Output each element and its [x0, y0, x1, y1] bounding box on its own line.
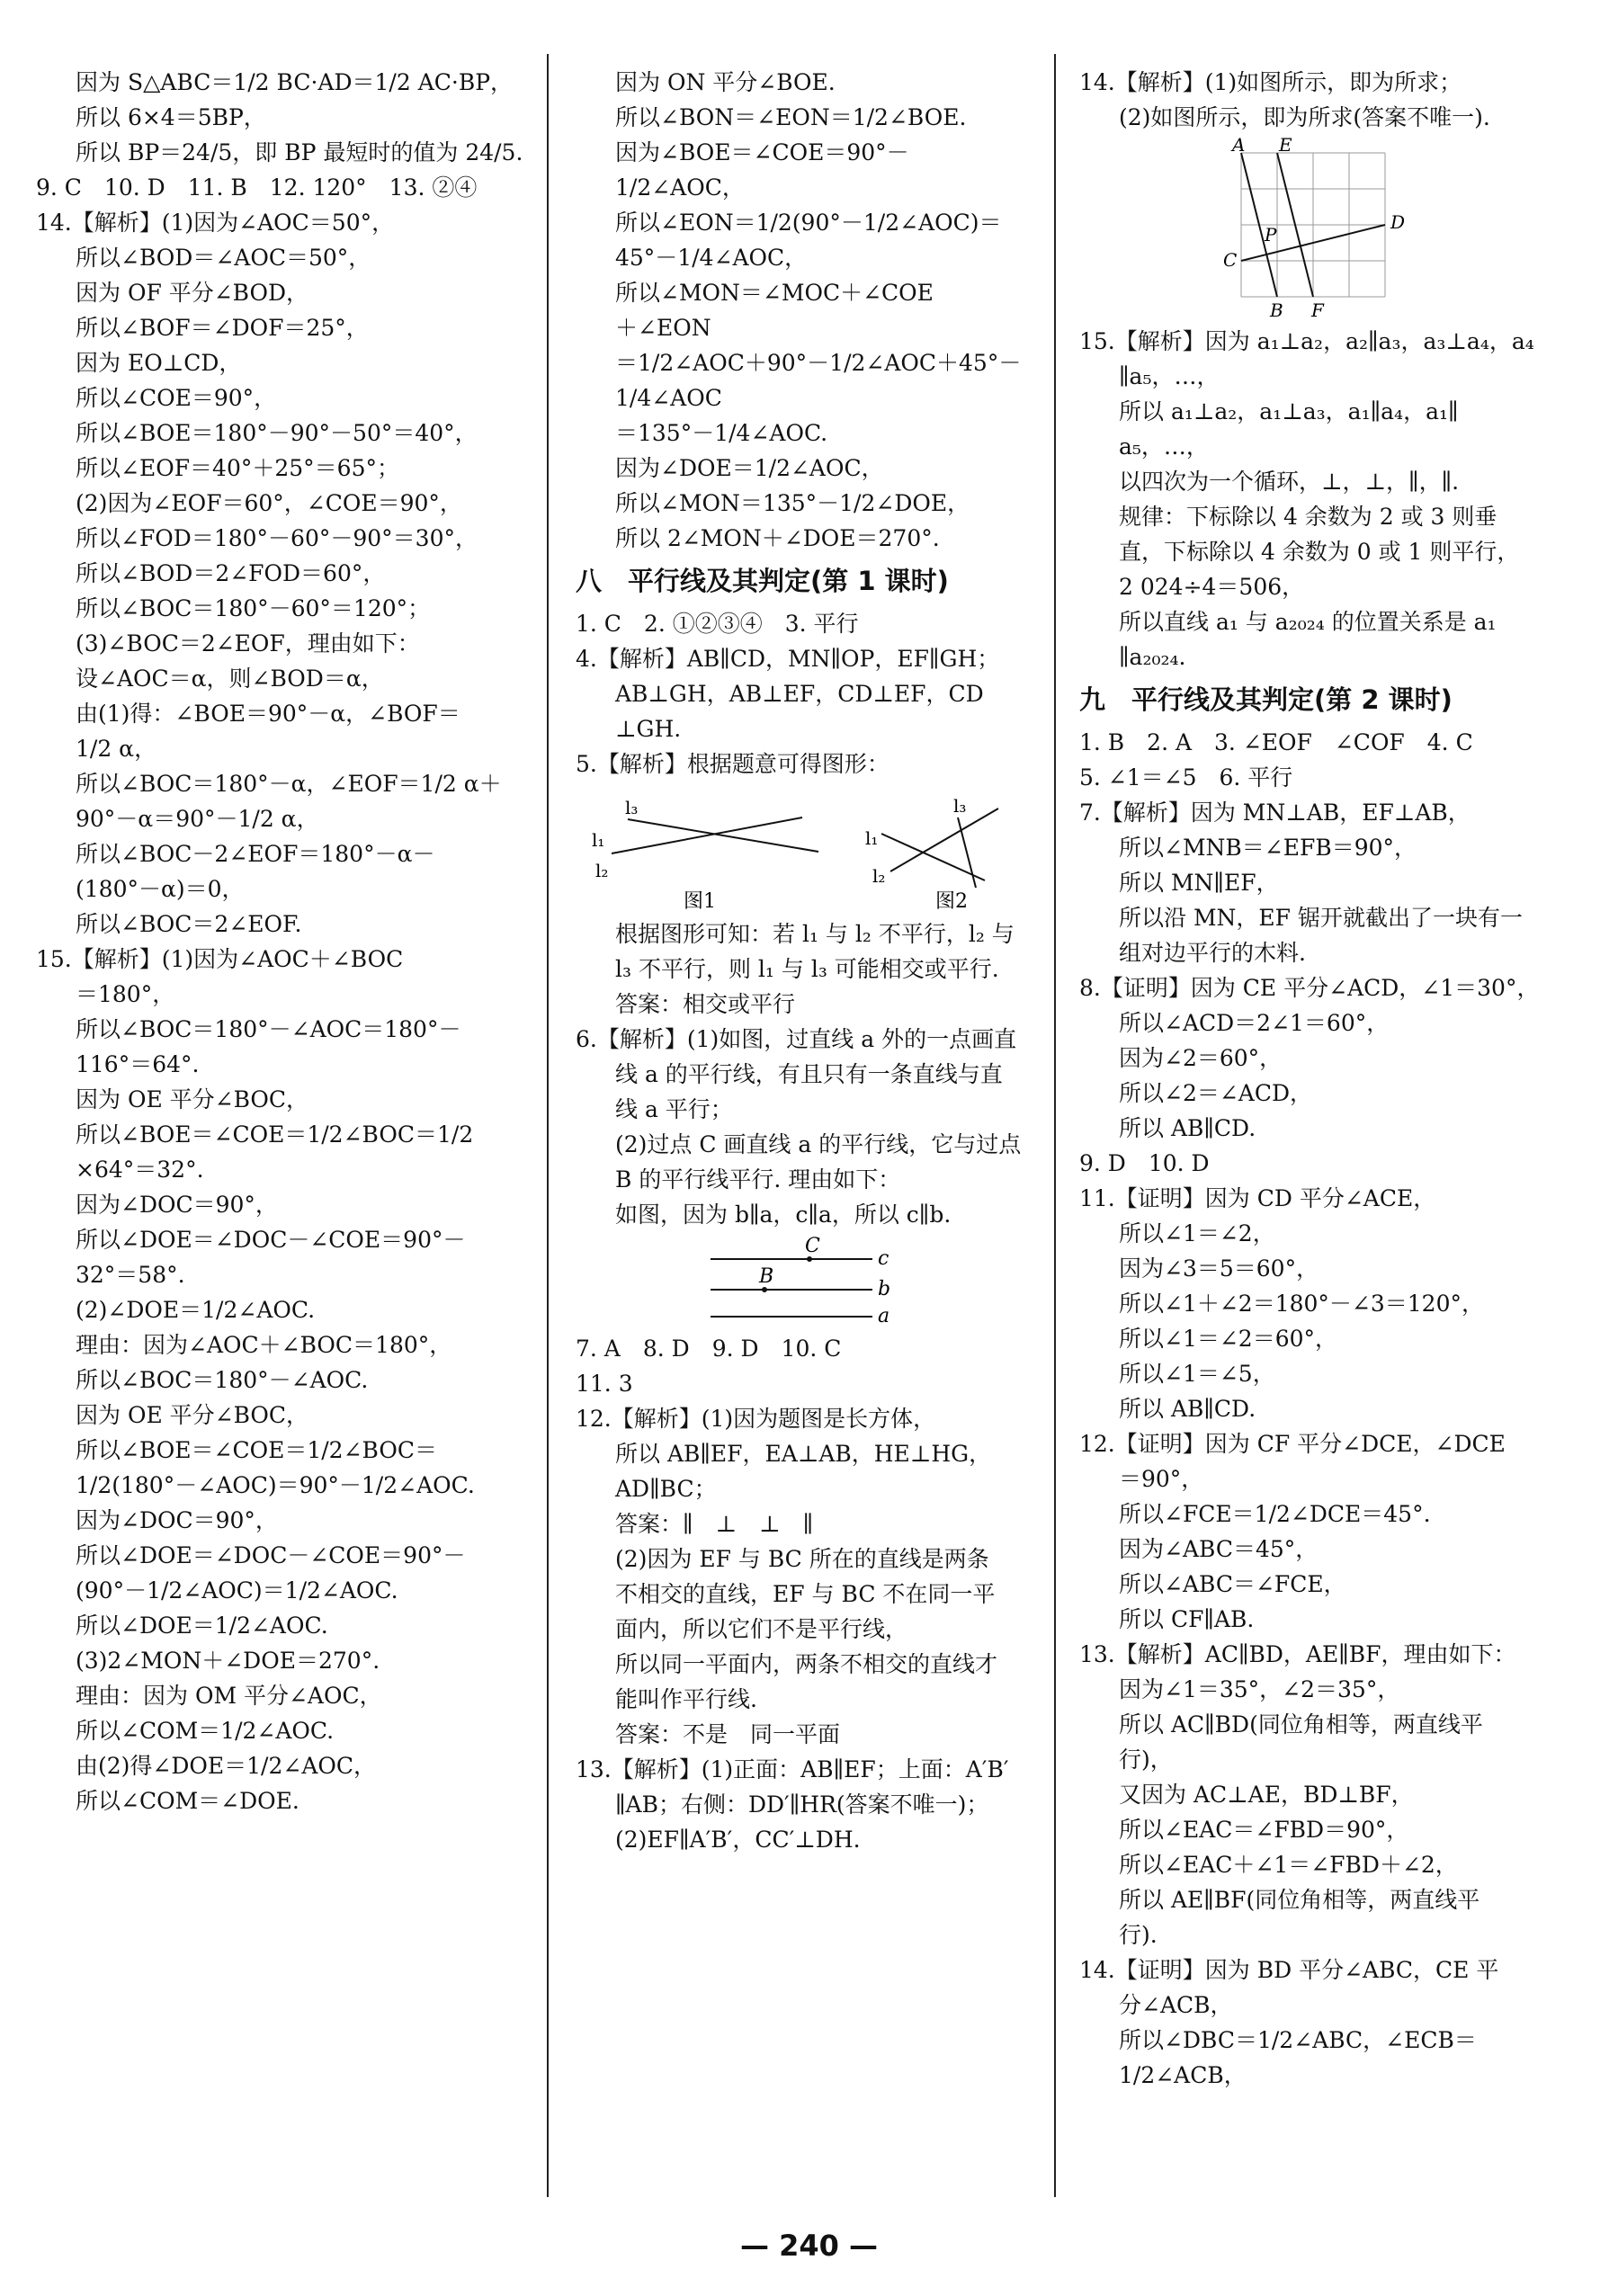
text-line: 所以∠BON＝∠EON＝1/2∠BOE. — [615, 104, 967, 130]
text-line: 答案：不是 同一平面 — [615, 1721, 841, 1747]
text-line: 所以 6×4＝5BP， — [76, 104, 266, 130]
text-line: 15.【解析】(1)因为∠AOC＋∠BOC — [36, 946, 404, 972]
text-line: 所以同一平面内，两条不相交的直线才 — [615, 1651, 998, 1677]
column-divider-1 — [547, 54, 549, 2197]
text-line: AD∥BC； — [615, 1476, 717, 1502]
text-line: 所以 a₁⊥a₂，a₁⊥a₃，a₁∥a₄，a₁∥ — [1119, 398, 1459, 424]
text-line: 所以∠MNB＝∠EFB＝90°， — [1119, 835, 1417, 861]
text-line: 2 024÷4＝506， — [1119, 574, 1305, 600]
text-line: 所以 CF∥AB. — [1119, 1606, 1255, 1632]
text-line: 所以∠EOF＝40°＋25°＝65°； — [76, 455, 399, 481]
text-line: 8.【证明】因为 CE 平分∠ACD，∠1＝30°， — [1079, 975, 1540, 1001]
fig1-caption: 图1 — [684, 890, 716, 913]
text-line: 6.【解析】(1)如图，过直线 a 外的一点画直 — [576, 1026, 1017, 1052]
text-line: 由(1)得：∠BOE＝90°－α，∠BOF＝ — [76, 701, 460, 727]
text-line: 所以 AB∥CD. — [1119, 1396, 1256, 1422]
text-line: 32°＝58°. — [76, 1262, 185, 1288]
text-line: 所以∠EON＝1/2(90°－1/2∠AOC)＝ — [615, 210, 1002, 236]
text-line: 所以∠COM＝1/2∠AOC. — [76, 1718, 335, 1744]
text-line: 116°＝64°. — [76, 1051, 200, 1077]
text-line: ∥a₅，…， — [1119, 363, 1220, 389]
text-line: 所以∠EAC＋∠1＝∠FBD＋∠2， — [1119, 1852, 1458, 1878]
text-line: 所以∠BOF＝∠DOF＝25°， — [76, 315, 369, 341]
text-line: (3)2∠MON＋∠DOE＝270°. — [76, 1648, 380, 1674]
text-line: l₃ 不平行，则 l₁ 与 l₃ 可能相交或平行. — [615, 956, 999, 982]
text-line: ∥a₂₀₂₄. — [1119, 644, 1186, 670]
text-line: 所以∠BOC＝180°－α，∠EOF＝1/2 α＋ — [76, 771, 502, 797]
text-line: 因为 OE 平分∠BOC， — [76, 1402, 309, 1428]
text-line: ×64°＝32°. — [76, 1157, 204, 1183]
text-line: (2)过点 C 画直线 a 的平行线，它与过点 — [615, 1131, 1022, 1157]
text-line: 1/4∠AOC — [615, 385, 722, 411]
fig2-label-l1: l₁ — [865, 827, 879, 849]
text-line: (2)如图所示，即为所求(答案不唯一). — [1119, 104, 1490, 130]
text-line: 设∠AOC＝α，则∠BOD＝α， — [76, 666, 384, 692]
text-line: 线 a 的平行线，有且只有一条直线与直 — [615, 1061, 1003, 1087]
text-line: 答案：相交或平行 — [615, 991, 796, 1017]
fig14-label-D: D — [1390, 211, 1406, 233]
text-line: ＋∠EON — [615, 315, 711, 341]
text-line: 12.【解析】(1)因为题图是长方体， — [576, 1406, 936, 1432]
text-line: 所以沿 MN，EF 锯开就截出了一块有一 — [1119, 905, 1523, 931]
text-line: 因为∠DOC＝90°， — [76, 1192, 278, 1218]
text-line: 所以∠DOE＝∠DOC－∠COE＝90°－ — [76, 1542, 466, 1568]
text-line: ∥AB；右侧：DD′∥HR(答案不唯一)； — [615, 1791, 989, 1818]
text-line: 所以∠MON＝∠MOC＋∠COE — [615, 280, 934, 306]
text-line: 线 a 平行； — [615, 1096, 733, 1122]
text-line: 9. D 10. D — [1079, 1150, 1210, 1176]
text-line: 4.【解析】AB∥CD，MN∥OP，EF∥GH； — [576, 646, 1000, 672]
text-line: 13.【解析】(1)正面：AB∥EF；上面：A′B′ — [576, 1756, 1009, 1782]
fig1-label-l2: l₂ — [595, 860, 609, 881]
text-line: 所以 AB∥EF，EA⊥AB，HE⊥HG， — [615, 1441, 992, 1467]
fig14-label-B: B — [1270, 299, 1283, 321]
text-line: (3)∠BOC＝2∠EOF，理由如下： — [76, 630, 420, 657]
column-1-lines — [36, 65, 529, 1818]
text-line: 所以 2∠MON＋∠DOE＝270°. — [615, 525, 940, 551]
text-line: 所以∠ABC＝∠FCE， — [1119, 1571, 1346, 1597]
text-line: 所以 AC∥BD(同位角相等，两直线平 — [1119, 1711, 1483, 1738]
text-line: 能叫作平行线. — [615, 1686, 757, 1712]
text-line: 12.【证明】因为 CF 平分∠DCE，∠DCE — [1079, 1431, 1506, 1457]
text-line: 行)， — [1119, 1747, 1173, 1773]
text-line: 因为∠2＝60°， — [1119, 1045, 1283, 1071]
text-line: (2)因为 EF 与 BC 所在的直线是两条 — [615, 1546, 989, 1572]
text-line: 1. C 2. ①②③④ 3. 平行 — [576, 611, 859, 637]
text-line: (2)∠DOE＝1/2∠AOC. — [76, 1297, 316, 1323]
column-1 — [36, 65, 529, 2197]
text-line: 行). — [1119, 1922, 1158, 1948]
column-2-lines — [576, 65, 1043, 556]
text-line: 1/2(180°－∠AOC)＝90°－1/2∠AOC. — [76, 1472, 475, 1498]
section-heading-8: 八 平行线及其判定(第 1 课时) — [576, 566, 949, 596]
text-line: 45°－1/4∠AOC， — [615, 245, 808, 271]
text-line: 所以∠BOD＝2∠FOD＝60°， — [76, 560, 386, 586]
text-line: 13.【解析】AC∥BD，AE∥BF，理由如下： — [1079, 1641, 1516, 1667]
text-line: 所以∠1＝∠2， — [1119, 1220, 1275, 1246]
text-line: 答案：∥ ⊥ ⊥ ∥ — [615, 1511, 814, 1537]
text-line: 90°－α＝90°－1/2 α， — [76, 806, 319, 832]
text-line: 所以 MN∥EF， — [1119, 870, 1279, 896]
text-line: 所以∠MON＝135°－1/2∠DOE， — [615, 490, 970, 516]
fig1-label-l3: l₃ — [625, 797, 639, 818]
text-line: 所以 AB∥CD. — [1119, 1115, 1256, 1141]
text-line: 所以∠2＝∠ACD， — [1119, 1080, 1313, 1106]
text-line: 所以∠1＋∠2＝180°－∠3＝120°， — [1119, 1291, 1484, 1317]
text-line: ＝180°， — [76, 981, 175, 1007]
text-line: 以四次为一个循环，⊥，⊥，∥，∥. — [1119, 469, 1460, 495]
text-line: 11. 3 — [576, 1371, 633, 1397]
fig14-label-P: P — [1265, 224, 1277, 246]
text-line: 面内，所以它们不是平行线， — [615, 1616, 908, 1642]
text-line: 所以直线 a₁ 与 a₂₀₂₄ 的位置关系是 a₁ — [1119, 609, 1497, 635]
text-line: 因为∠1＝35°，∠2＝35°， — [1119, 1676, 1400, 1702]
column-2-answers-a — [576, 606, 1043, 782]
text-line: 直，下标除以 4 余数为 0 或 1 则平行， — [1119, 539, 1520, 565]
text-line: 所以∠FCE＝1/2∠DCE＝45°. — [1119, 1501, 1431, 1527]
text-line: ＝90°， — [1119, 1466, 1204, 1492]
text-line: 所以∠BOC＝180°－∠AOC. — [76, 1367, 369, 1393]
fig6-label-B: B — [759, 1265, 774, 1288]
page-number: — 240 — — [739, 2229, 879, 2263]
fig14-label-C: C — [1223, 249, 1238, 271]
fig6-label-c: c — [878, 1247, 889, 1270]
text-line: 所以∠FOD＝180°－60°－90°＝30°， — [76, 525, 478, 551]
fig1-label-l1: l₁ — [592, 829, 605, 851]
text-line: (180°－α)＝0， — [76, 876, 245, 902]
text-line: 所以∠1＝∠2＝60°， — [1119, 1326, 1338, 1352]
text-line: 14.【解析】(1)因为∠AOC＝50°， — [36, 210, 395, 236]
text-line: 因为 OE 平分∠BOC， — [76, 1086, 309, 1112]
text-line: 所以∠DOE＝∠DOC－∠COE＝90°－ — [76, 1227, 466, 1253]
figure-6 — [576, 1232, 1043, 1331]
text-line: 所以∠BOC－2∠EOF＝180°－α－ — [76, 841, 435, 867]
fig14-label-A: A — [1232, 135, 1246, 156]
column-3 — [1079, 65, 1547, 2197]
text-line: 所以∠BOC＝180°－∠AOC＝180°－ — [76, 1016, 461, 1042]
text-line: 由(2)得∠DOE＝1/2∠AOC， — [76, 1753, 377, 1779]
text-line: (2)因为∠EOF＝60°，∠COE＝90°， — [76, 490, 462, 516]
figure-5 — [576, 782, 1043, 916]
text-line: 所以∠ACD＝2∠1＝60°， — [1119, 1010, 1390, 1036]
text-line: 因为∠DOC＝90°， — [76, 1507, 278, 1533]
text-line: 又因为 AC⊥AE，BD⊥BF， — [1119, 1782, 1414, 1808]
text-line: (2)EF∥A′B′，CC′⊥DH. — [615, 1827, 861, 1853]
fig2-caption: 图2 — [935, 890, 968, 913]
fig6-label-b: b — [878, 1278, 891, 1300]
text-line: 理由：因为∠AOC＋∠BOC＝180°， — [76, 1332, 452, 1358]
text-line: a₅，…， — [1119, 433, 1209, 460]
column-3-answers-a — [1079, 324, 1547, 675]
text-line: 理由：因为 OM 平分∠AOC， — [76, 1683, 382, 1709]
text-line: 因为 ON 平分∠BOE. — [615, 69, 836, 95]
text-line: 14.【证明】因为 BD 平分∠ABC，CE 平 — [1079, 1957, 1499, 1983]
text-line: 如图，因为 b∥a，c∥a，所以 c∥b. — [615, 1202, 952, 1228]
text-line: AB⊥GH，AB⊥EF，CD⊥EF，CD — [615, 681, 984, 707]
text-line: 因为 EO⊥CD， — [76, 350, 242, 376]
text-line: 分∠ACB， — [1119, 1992, 1233, 2018]
text-line: 因为 OF 平分∠BOD， — [76, 280, 309, 306]
text-line: 9. C 10. D 11. B 12. 120° 13. ②④ — [36, 174, 478, 201]
fig14-label-F: F — [1311, 299, 1324, 321]
fig6-label-C: C — [805, 1235, 820, 1257]
column-divider-2 — [1054, 54, 1056, 2197]
text-line: 所以∠BOD＝∠AOC＝50°， — [76, 245, 371, 271]
figure-14 — [1079, 135, 1547, 324]
text-line: 5.【解析】根据题意可得图形： — [576, 751, 889, 777]
text-line: 所以∠BOE＝∠COE＝1/2∠BOC＝ — [76, 1437, 437, 1463]
text-line: 所以∠BOC＝180°－60°＝120°； — [76, 595, 431, 621]
text-line: 所以∠1＝∠5， — [1119, 1361, 1275, 1387]
fig6-label-a: a — [878, 1305, 890, 1327]
column-3-answers-b — [1079, 725, 1547, 2093]
text-line: B 的平行线平行. 理由如下： — [615, 1166, 901, 1193]
figure-6-drawing — [576, 1232, 1043, 1331]
text-line: ＝135°－1/4∠AOC. — [615, 420, 828, 446]
text-line: 所以 AE∥BF(同位角相等，两直线平 — [1119, 1887, 1480, 1913]
text-line: 1/2∠AOC， — [615, 174, 745, 201]
text-line: 1/2 α， — [76, 736, 157, 762]
text-line: 所以∠COM＝∠DOE. — [76, 1788, 299, 1814]
text-line: 所以∠EAC＝∠FBD＝90°， — [1119, 1817, 1409, 1843]
column-3-lines — [1079, 65, 1547, 135]
text-line: 5. ∠1＝∠5 6. 平行 — [1079, 764, 1293, 791]
text-line: 根据图形可知：若 l₁ 与 l₂ 不平行，l₂ 与 — [615, 921, 1015, 947]
text-line: 7.【解析】因为 MN⊥AB，EF⊥AB， — [1079, 800, 1471, 826]
column-2 — [576, 65, 1043, 2197]
fig2-label-l2: l₂ — [872, 865, 886, 887]
text-line: 11.【证明】因为 CD 平分∠ACE， — [1079, 1185, 1436, 1211]
text-line: ＝1/2∠AOC＋90°－1/2∠AOC＋45°－ — [615, 350, 1022, 376]
text-line: 所以∠BOE＝180°－90°－50°＝40°， — [76, 420, 478, 446]
text-line: 1/2∠ACB， — [1119, 2062, 1247, 2088]
section-heading-9: 九 平行线及其判定(第 2 课时) — [1079, 684, 1453, 715]
text-line: 所以∠COE＝90°， — [76, 385, 277, 411]
figure-14-drawing — [1079, 135, 1547, 324]
text-line: 因为∠ABC＝45°， — [1119, 1536, 1319, 1562]
text-line: 7. A 8. D 9. D 10. C — [576, 1336, 842, 1362]
text-line: 因为 S△ABC＝1/2 BC·AD＝1/2 AC·BP， — [76, 69, 514, 95]
fig14-label-E: E — [1279, 135, 1292, 156]
column-2-answers-c — [576, 1331, 1043, 1857]
text-line: 15.【解析】因为 a₁⊥a₂，a₂∥a₃，a₃⊥a₄，a₄ — [1079, 328, 1534, 354]
fig2-label-l3: l₃ — [953, 795, 967, 817]
text-line: 不相交的直线，EF 与 BC 不在同一平 — [615, 1581, 996, 1607]
text-line: 因为∠3＝5＝60°， — [1119, 1255, 1319, 1282]
text-line: 因为∠BOE＝∠COE＝90°－ — [615, 139, 909, 165]
text-line: ⊥GH. — [615, 716, 682, 742]
text-line: 所以∠BOC＝2∠EOF. — [76, 911, 302, 937]
column-2-answers-b — [576, 916, 1043, 1232]
text-line: 所以∠BOE＝∠COE＝1/2∠BOC＝1/2 — [76, 1121, 474, 1148]
text-line: 1. B 2. A 3. ∠EOF ∠COF 4. C — [1079, 729, 1473, 755]
text-line: 因为∠DOE＝1/2∠AOC， — [615, 455, 884, 481]
text-line: 所以 BP＝24/5，即 BP 最短时的值为 24/5. — [76, 139, 523, 165]
text-line: 14.【解析】(1)如图所示，即为所求； — [1079, 69, 1462, 95]
text-line: 所以∠DBC＝1/2∠ABC，∠ECB＝ — [1119, 2027, 1477, 2053]
text-line: 组对边平行的木料. — [1119, 940, 1306, 966]
figure-5-drawing — [576, 782, 1043, 916]
text-line: (90°－1/2∠AOC)＝1/2∠AOC. — [76, 1577, 398, 1604]
text-line: 所以∠DOE＝1/2∠AOC. — [76, 1613, 328, 1639]
text-line: 规律：下标除以 4 余数为 2 或 3 则垂 — [1119, 504, 1497, 530]
